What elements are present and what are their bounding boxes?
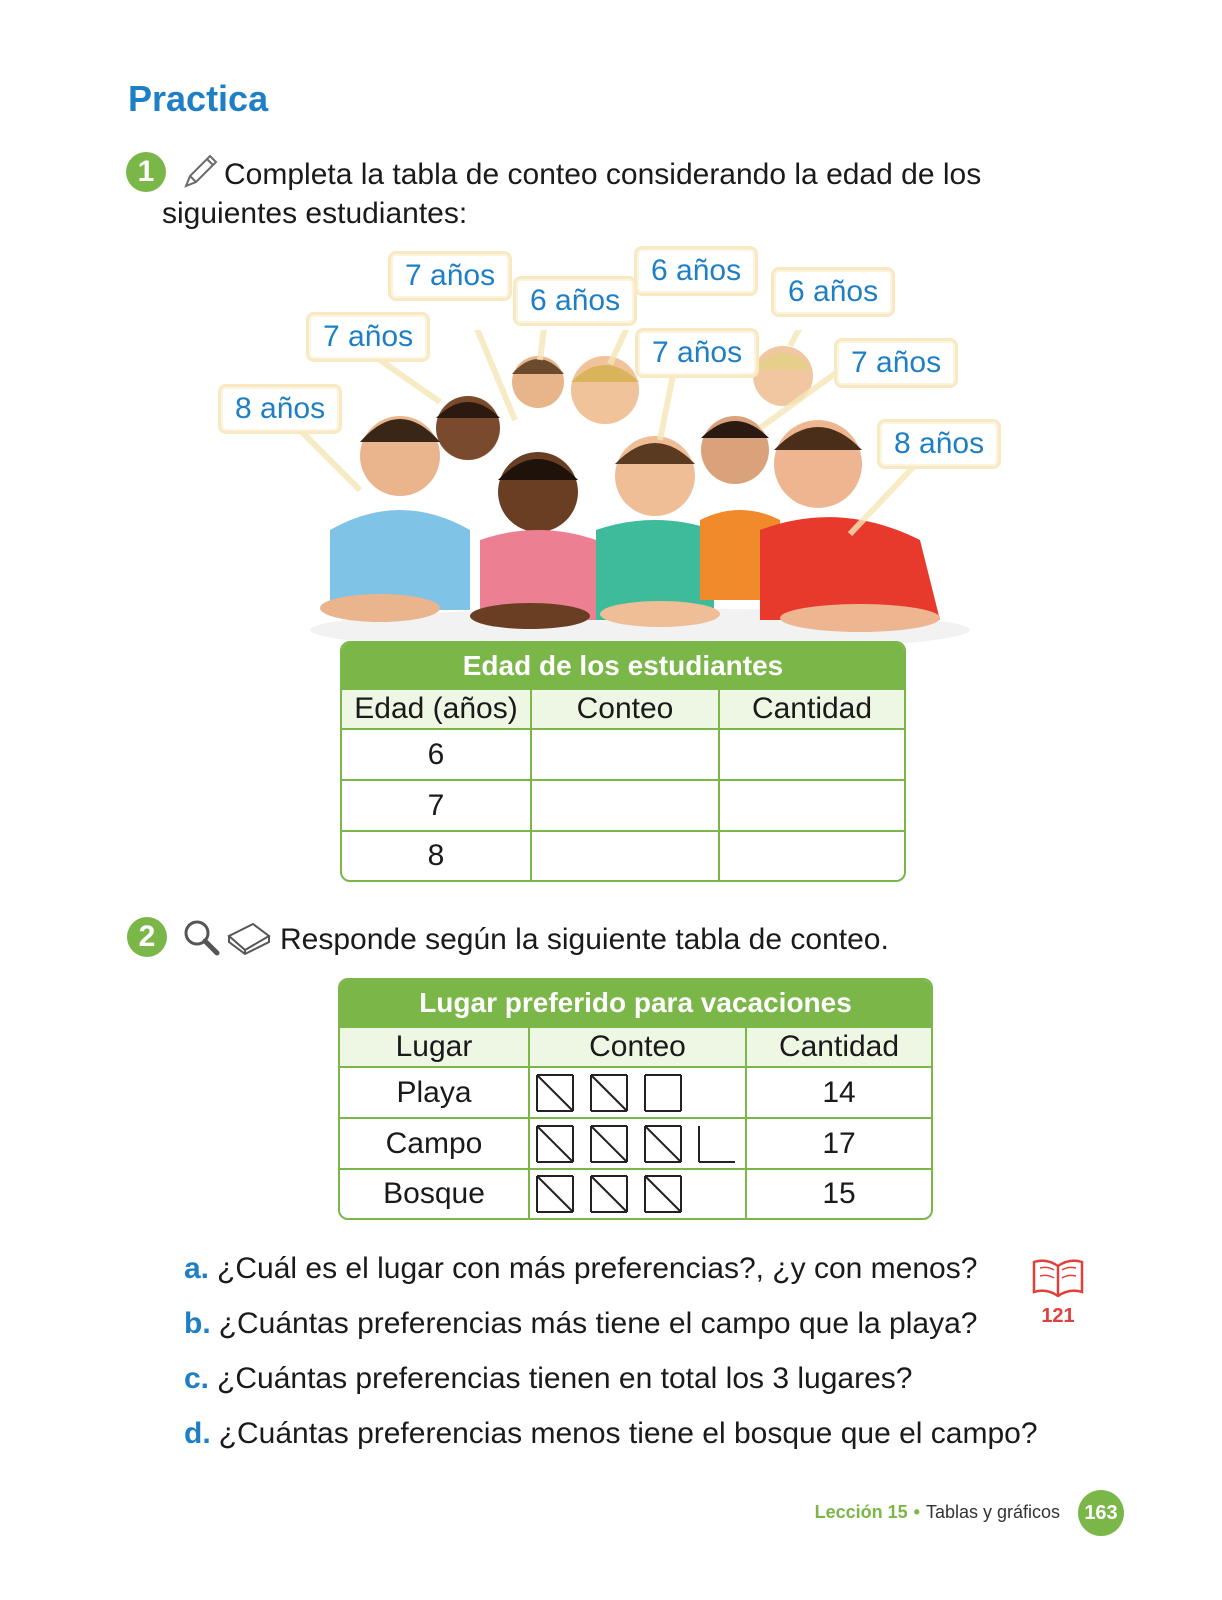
question-letter: a. bbox=[184, 1252, 210, 1285]
quantity-cell: 15 bbox=[745, 1170, 931, 1218]
table-row bbox=[340, 1117, 931, 1168]
quantity-cell: 17 bbox=[745, 1119, 931, 1168]
header-quantity: Cantidad bbox=[745, 1028, 931, 1066]
tally-partial-mark bbox=[698, 1125, 736, 1163]
tally-group-mark bbox=[590, 1125, 628, 1163]
page-number: 163 bbox=[1078, 1490, 1124, 1536]
tally-cell bbox=[528, 1170, 745, 1218]
place-cell: Bosque bbox=[383, 1177, 485, 1210]
age-bubble: 8 años bbox=[218, 384, 342, 434]
count-cell[interactable] bbox=[530, 781, 718, 830]
count-cell[interactable] bbox=[530, 832, 718, 880]
tally-group-mark bbox=[644, 1175, 682, 1213]
question-b bbox=[184, 1307, 977, 1341]
header-place: Lugar bbox=[395, 1030, 473, 1063]
quantity-cell[interactable] bbox=[718, 730, 904, 779]
age-cell: 6 bbox=[427, 737, 445, 771]
tally-group-mark bbox=[590, 1175, 628, 1213]
exercise-2-instruction: Responde según la siguiente tabla de conteo. bbox=[280, 923, 889, 956]
tally-group-mark bbox=[536, 1074, 574, 1112]
tally-group-mark bbox=[644, 1125, 682, 1163]
question-c bbox=[184, 1362, 912, 1396]
question-a bbox=[184, 1252, 977, 1286]
book-icon bbox=[1030, 1256, 1086, 1300]
header-age: Edad (años) bbox=[354, 692, 518, 725]
tally-group-mark bbox=[536, 1125, 574, 1163]
quantity-cell[interactable] bbox=[718, 781, 904, 830]
age-cell: 7 bbox=[427, 788, 445, 822]
tally-partial-mark bbox=[644, 1074, 682, 1112]
footer bbox=[815, 1502, 1060, 1523]
quantity-cell[interactable] bbox=[718, 832, 904, 880]
table-title: Edad de los estudiantes bbox=[342, 643, 904, 688]
instruction-line-1: Completa la tabla de conteo considerando la edad de los bbox=[224, 158, 982, 191]
age-bubble: 7 años bbox=[388, 251, 512, 301]
exercise-1-instruction bbox=[224, 155, 981, 194]
age-bubble: 7 años bbox=[834, 338, 958, 388]
exercise-1-badge: 1 bbox=[126, 152, 166, 192]
header-count: Conteo bbox=[530, 690, 718, 728]
table-header-row bbox=[342, 688, 904, 728]
question-letter: c. bbox=[184, 1362, 210, 1395]
table-row bbox=[340, 1066, 931, 1117]
tally-cell bbox=[528, 1119, 745, 1168]
table-row bbox=[342, 728, 904, 779]
table-row bbox=[340, 1168, 931, 1218]
tally-group-mark bbox=[536, 1175, 574, 1213]
pencil-icon bbox=[180, 152, 220, 192]
age-bubble: 7 años bbox=[306, 312, 430, 362]
tally-cell bbox=[528, 1068, 745, 1117]
age-bubble: 6 años bbox=[771, 267, 895, 317]
question-letter: d. bbox=[184, 1417, 211, 1450]
section-title: Practica bbox=[128, 78, 269, 119]
tally-group-mark bbox=[590, 1074, 628, 1112]
header-quantity: Cantidad bbox=[718, 690, 904, 728]
question-letter: b. bbox=[184, 1307, 211, 1340]
footer-separator: • bbox=[913, 1502, 920, 1522]
question-text: ¿Cuántas preferencias tienen en total los 3 lugares? bbox=[217, 1362, 913, 1395]
question-d bbox=[184, 1417, 1038, 1451]
question-text: ¿Cuántas preferencias más tiene el campo que la playa? bbox=[218, 1307, 978, 1340]
exercise-2-badge: 2 bbox=[127, 917, 167, 957]
age-bubble: 7 años bbox=[635, 328, 759, 378]
workbook-page: 121 bbox=[1041, 1305, 1075, 1327]
table-row bbox=[342, 830, 904, 880]
age-bubble: 8 años bbox=[877, 419, 1001, 469]
place-cell: Campo bbox=[385, 1126, 483, 1160]
count-cell[interactable] bbox=[530, 730, 718, 779]
age-bubble: 6 años bbox=[634, 246, 758, 296]
lesson-label: Lección 15 bbox=[814, 1502, 908, 1522]
age-cell: 8 bbox=[427, 839, 445, 872]
table-row bbox=[342, 779, 904, 830]
table-header-row bbox=[340, 1026, 931, 1066]
eraser-icon bbox=[225, 920, 273, 956]
workbook-reference[interactable] bbox=[1028, 1256, 1088, 1328]
quantity-cell: 14 bbox=[745, 1068, 931, 1117]
lesson-topic: Tablas y gráficos bbox=[925, 1502, 1060, 1522]
table-title: Lugar preferido para vacaciones bbox=[340, 980, 931, 1026]
vacation-tally-table bbox=[338, 978, 933, 1220]
age-bubble: 6 años bbox=[513, 276, 637, 326]
magnifier-icon bbox=[182, 918, 220, 956]
header-count: Conteo bbox=[528, 1028, 745, 1066]
question-text: ¿Cuál es el lugar con más preferencias?, ¿y con menos? bbox=[217, 1252, 978, 1285]
question-text: ¿Cuántas preferencias menos tiene el bosque que el campo? bbox=[218, 1417, 1038, 1450]
exercise-1-instruction-cont: siguientes estudiantes: bbox=[162, 197, 468, 230]
age-tally-table bbox=[340, 641, 906, 882]
place-cell: Playa bbox=[396, 1075, 472, 1109]
